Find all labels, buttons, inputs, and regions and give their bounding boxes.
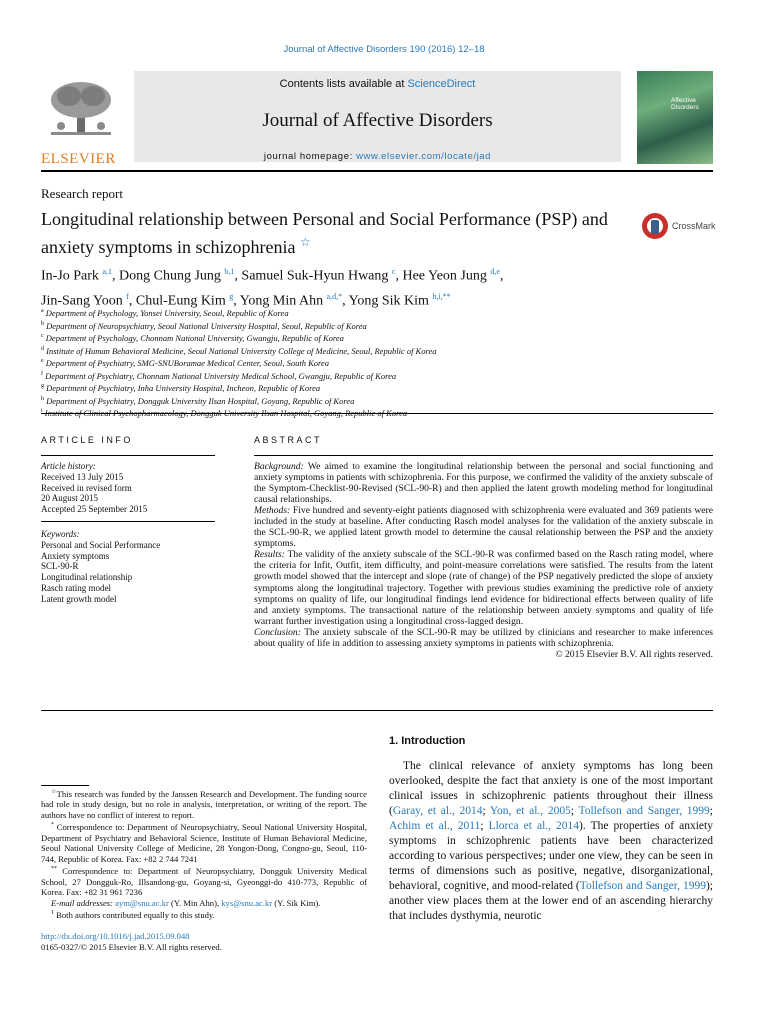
- elsevier-tree-icon: [41, 78, 121, 148]
- author-affiliation-mark[interactable]: b,1: [224, 267, 235, 276]
- author-affiliation-mark[interactable]: a,1: [102, 267, 112, 276]
- affiliation-text: Institute of Clinical Psychopharmacology, Dongguk University Ilsan Hospital, Goyang, Republic of Korea: [44, 408, 408, 419]
- intro-text-run: ;: [480, 820, 489, 832]
- author-affiliation-mark[interactable]: c: [391, 267, 396, 276]
- abstract-section-label: Conclusion:: [254, 626, 301, 638]
- abstract-bottom-rule: [41, 710, 713, 711]
- issn-line: 0165-0327/© 2015 Elsevier B.V. All rights reserved.: [41, 941, 222, 952]
- equal-contribution-text: Both authors contributed equally to this study.: [54, 909, 215, 920]
- author-name[interactable]: Yong Sik Kim: [348, 293, 429, 309]
- author-separator: ,: [342, 293, 349, 309]
- abstract-section-label: Background:: [254, 461, 304, 472]
- intro-text-run: ;: [482, 805, 490, 817]
- keyword-item: SCL-90-R: [41, 561, 79, 572]
- history-item: 20 August 2015: [41, 493, 99, 504]
- introduction-paragraph: [389, 759, 713, 924]
- keywords-list: [41, 540, 215, 605]
- author-separator: ,: [234, 268, 242, 284]
- info-divider: [41, 521, 215, 522]
- affiliation-text: Department of Psychiatry, SMG-SNUBoramae Medical Center, Seoul, South Korea: [45, 357, 330, 368]
- footnote-mark: **: [51, 866, 57, 873]
- affiliation-mark: c: [41, 333, 44, 340]
- contents-prefix: Contents lists available at: [279, 78, 408, 90]
- abstract-section: [254, 505, 713, 549]
- abstract-sections: [254, 461, 713, 649]
- journal-reference[interactable]: Journal of Affective Disorders 190 (2016) 12–18: [283, 44, 485, 55]
- affiliation-mark: e: [41, 358, 44, 365]
- footnote-item: [41, 820, 367, 864]
- affiliation-mark: g: [41, 383, 44, 390]
- intro-text-run: ); another view places them at the lower end of an ascending hierarchy that includes dysthymia, neurotic: [389, 880, 713, 922]
- crossmark-icon: [641, 212, 669, 240]
- keywords-label: Keywords:: [41, 528, 80, 539]
- affiliation-text: Department of Neuropsychiatry, Seoul National University Hospital, Seoul, Republic of Korea: [46, 320, 367, 331]
- article-type: Research report: [41, 186, 123, 201]
- author-name[interactable]: Chul-Eung Kim: [135, 293, 226, 309]
- abstract-section-text: The anxiety subscale of the SCL-90-R may be utilized by clinicians and researcher to make inferences about quality of life in addition to assessing anxiety symptoms in patients with schizophrenia.: [254, 626, 713, 649]
- author-name[interactable]: In-Jo Park: [41, 268, 99, 284]
- affiliation-text: Department of Psychology, Yonsei University, Seoul, Republic of Korea: [45, 307, 289, 318]
- author-affiliation-mark[interactable]: g: [229, 291, 234, 301]
- intro-text-run: The clinical relevance of anxiety symptoms has long been overlooked, despite the fact that anxiety is one of the most important clinical issues in schizophrenic patients throughout their illness (: [389, 760, 713, 817]
- keyword-item: Personal and Social Performance: [41, 539, 161, 550]
- citation-link[interactable]: Llorca et al., 2014: [488, 820, 580, 832]
- affiliation-mark: a: [41, 308, 44, 314]
- affiliations-rule: [41, 413, 713, 414]
- author-separator: ,: [499, 268, 504, 284]
- history-item: Accepted 25 September 2015: [41, 504, 148, 515]
- citation-link[interactable]: Achim et al., 2011: [389, 820, 481, 832]
- abstract-section: [254, 461, 713, 505]
- author-name[interactable]: Hee Yeon Jung: [402, 268, 487, 284]
- author-separator: ,: [233, 293, 240, 309]
- introduction-heading: 1. Introduction: [389, 735, 466, 747]
- history-item: Received 13 July 2015: [41, 471, 124, 482]
- footnote-mark: *: [51, 822, 54, 829]
- footnote-text: This research was funded by the Janssen Research and Development. The funding source had role in study design, but no role in analysis, interpretation, or writing of the report. The authors have no conflict of interest to report.: [41, 788, 367, 820]
- email-name-ahn: (Y. Min Ahn),: [168, 897, 222, 908]
- history-item: Received in revised form: [41, 482, 132, 493]
- affiliation-text: Institute of Human Behavioral Medicine, Seoul National University College of Medicine, Seoul, Republic of Korea: [46, 345, 437, 356]
- author-separator: ,: [128, 293, 136, 309]
- email-link-ahn[interactable]: aym@snu.ac.kr: [115, 897, 169, 908]
- history-list: [41, 472, 215, 515]
- author-affiliation-mark[interactable]: d,e: [490, 267, 500, 276]
- affiliation-mark: b: [41, 320, 44, 327]
- author-separator: ,: [112, 268, 119, 284]
- cover-title: Affective Disorders: [671, 97, 699, 111]
- doi-link[interactable]: http://dx.doi.org/10.1016/j.jad.2015.09.048: [41, 931, 190, 941]
- affiliation-item: [41, 306, 641, 319]
- footnote-rule: [41, 785, 89, 786]
- keyword-item: Rasch rating model: [41, 582, 111, 593]
- affiliation-text: Department of Psychiatry, Inha University Hospital, Incheon, Republic of Korea: [46, 383, 321, 394]
- citation-link[interactable]: Garay, et al., 2014: [392, 805, 483, 817]
- affiliation-item: [41, 394, 641, 407]
- footnote-text: Correspondence to: Department of Neuropsychiatry, Dongguk University Medical School, 27 Dongguk-Ro, Illsandong-gu, Goyang-si, Gyeonggi-do 410-773, Republic of Korea. Fax: +82 31 961 7236: [41, 866, 367, 898]
- citation-link[interactable]: Tollefson and Sanger, 1999: [578, 805, 710, 817]
- crossmark-badge[interactable]: [641, 212, 717, 242]
- affiliation-item: [41, 356, 641, 369]
- journal-cover-thumbnail[interactable]: [637, 71, 713, 164]
- sciencedirect-link[interactable]: ScienceDirect: [407, 78, 476, 90]
- author-name[interactable]: Jin-Sang Yoon: [41, 293, 123, 309]
- abstract-section: [254, 549, 713, 626]
- equal-contribution-note: [41, 908, 367, 920]
- crossmark-label: CrossMark: [672, 221, 716, 231]
- intro-text-run: ). The properties of anxiety symptoms in schizophrenic patients have been characterized according to various perspectives; under one view, they can be seen in terms of dimensions such as positive, negative, disorganizational, behavioral, cognitive, and mood-related (: [389, 820, 713, 892]
- abstract-body: [254, 461, 713, 660]
- keyword-item: Anxiety symptoms: [41, 550, 110, 561]
- footnote-list: [41, 787, 367, 898]
- abstract-section-text: Five hundred and seventy-eight patients diagnosed with schizophrenia were evaluated and 369 patients were included in the study at baseline. After conducting Rasch model analyses for the validation of the anxiety subscale in the SCL-90-R, we applied latent growth model to determine the causal relationship between the PSP and the anxiety symptoms.: [254, 505, 713, 550]
- footnote-item: [41, 864, 367, 897]
- footnotes: [41, 787, 367, 920]
- affiliation-item: [41, 381, 641, 394]
- affiliation-item: [41, 319, 641, 332]
- footnote-item: [41, 787, 367, 820]
- author-affiliation-mark[interactable]: f: [126, 291, 129, 301]
- journal-homepage: [134, 151, 621, 162]
- affiliation-item: [41, 331, 641, 344]
- email-name-kim: (Y. Sik Kim).: [272, 897, 321, 908]
- elsevier-logo[interactable]: [41, 78, 121, 168]
- affiliation-item: [41, 369, 641, 382]
- abstract-section-label: Results:: [254, 549, 285, 561]
- equal-contribution-mark: 1: [51, 910, 54, 917]
- email-label: E-mail addresses:: [51, 897, 116, 908]
- abstract-section-text: We aimed to examine the longitudinal relationship between the personal and social functioning and anxiety symptoms in patients with schizophrenia. For this purpose, we confirmed the validity of the anxiety subscale of the Symptom-Checklist-90-Revised (SCL-90-R) and then applied the latent growth modeling method for longitudinal causal relationships.: [254, 461, 713, 506]
- affiliation-mark: f: [41, 370, 43, 377]
- citation-link[interactable]: Yon, et al., 2005: [489, 805, 571, 817]
- affiliation-item: [41, 344, 641, 357]
- abstract-section: [254, 627, 713, 649]
- footnote-mark: ☆: [51, 789, 57, 795]
- history-label: Article history:: [41, 461, 96, 471]
- doi-block: [41, 931, 222, 952]
- author-name[interactable]: Dong Chung Jung: [119, 268, 221, 284]
- article-info-heading: ARTICLE INFO: [41, 435, 133, 445]
- homepage-prefix: journal homepage:: [263, 151, 357, 162]
- affiliation-text: Department of Psychology, Chonnam National University, Gwangju, Republic of Korea: [45, 332, 344, 343]
- keyword-item: Latent growth model: [41, 593, 117, 604]
- abstract-section-text: The validity of the anxiety subscale of the SCL-90-R was confirmed based on the Rasch rating model, where the criteria for Infit, Outfit, item difficulty, and point-measure correlations were satisfied. The results from the latent growth model showed that the intercept and slope (rate of change) of the PSP negatively predicted the slope of anxiety symptoms along the longitudinal trajectory. Together with previous studies examining the predictive role of anxiety symptoms on quality of life, our longitudinal findings lend evidence for bidirectional effects between quality of life and anxiety symptoms. The transactional nature of the relationship between anxiety symptoms and quality of life warrant further investigation using a longitudinal cross-lagged design.: [254, 549, 713, 627]
- abstract-section-label: Methods:: [254, 505, 291, 517]
- citation-link[interactable]: Tollefson and Sanger, 1999: [579, 880, 706, 892]
- affiliation-list: [41, 306, 641, 419]
- intro-text-run: ;: [570, 805, 579, 817]
- affiliation-text: Department of Psychiatry, Chonnam National University Medical School, Gwangju, Republic of Korea: [45, 370, 397, 381]
- article-info-column: [41, 461, 215, 605]
- affiliation-mark: h: [41, 395, 44, 402]
- affiliation-mark: i: [41, 408, 43, 415]
- intro-text-run: ;: [709, 805, 713, 817]
- email-link-kim[interactable]: kys@snu.ac.kr: [221, 897, 273, 908]
- keyword-item: Longitudinal relationship: [41, 572, 133, 583]
- email-addresses: [41, 898, 367, 909]
- author-list: [41, 262, 601, 311]
- affiliation-mark: d: [41, 345, 44, 352]
- header-rule: [41, 170, 713, 172]
- author-separator: ,: [395, 268, 403, 284]
- contents-line: [134, 78, 621, 90]
- author-name[interactable]: Yong Min Ahn: [239, 293, 324, 309]
- footnote-text: Correspondence to: Department of Neuropsychiatry, Seoul National University Hospital, Department of Psychiatry and Behavioral Science, Institute of Human Behavioral Medicine, Seoul National University College of Medicine, 28 Yongon-Dong, Congno-gu, Seoul, 110-744, Republic of Korea. Fax: +82 2 744 7241: [41, 822, 367, 864]
- paper-title: [41, 208, 621, 259]
- journal-title: Journal of Affective Disorders: [262, 110, 493, 131]
- publisher-name: ELSEVIER: [41, 151, 116, 167]
- author-affiliation-mark[interactable]: a,d,*: [326, 291, 343, 301]
- article-info-rule: [41, 455, 215, 456]
- paper-title-text: Longitudinal relationship between Personal and Social Performance (PSP) and anxiety symptoms in schizophrenia: [41, 209, 608, 257]
- abstract-copyright: © 2015 Elsevier B.V. All rights reserved.: [555, 648, 713, 660]
- abstract-heading: ABSTRACT: [254, 435, 323, 445]
- abstract-rule: [254, 455, 713, 456]
- homepage-link[interactable]: www.elsevier.com/locate/jad: [356, 151, 492, 162]
- title-footnote-mark[interactable]: ☆: [299, 235, 311, 249]
- affiliation-text: Department of Psychiatry, Dongguk University Ilsan Hospital, Goyang, Republic of Korea: [46, 395, 355, 406]
- author-affiliation-mark[interactable]: h,i,**: [432, 291, 451, 301]
- author-name[interactable]: Samuel Suk-Hyun Hwang: [241, 268, 389, 284]
